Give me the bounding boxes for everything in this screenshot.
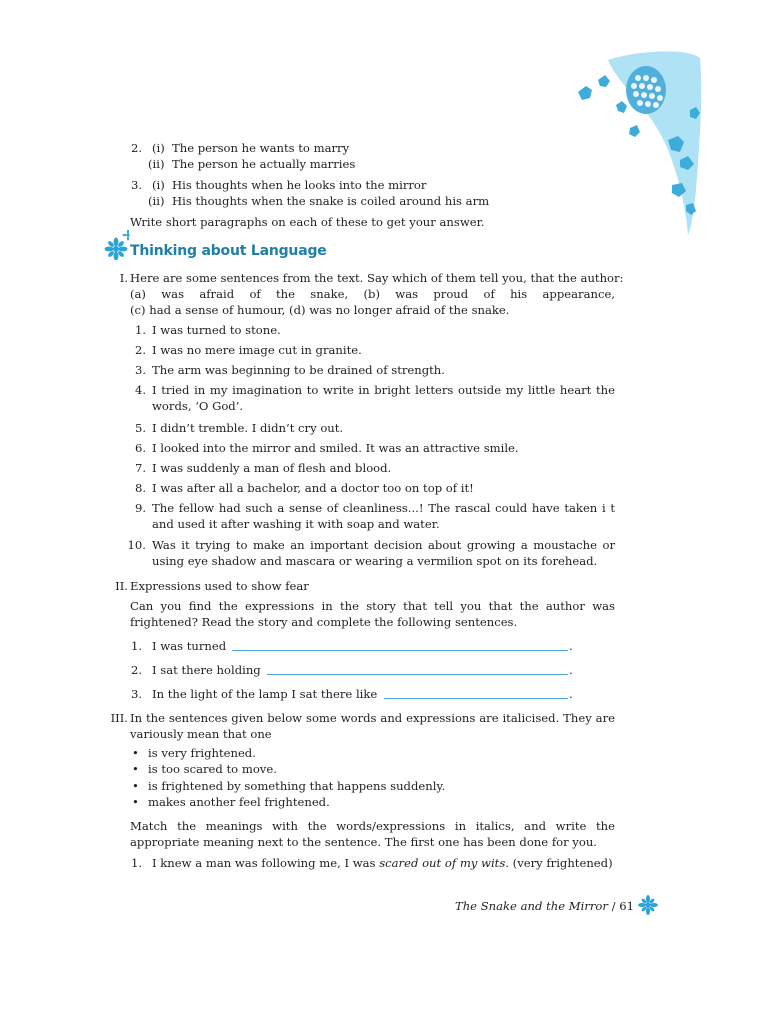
sub-text: The person he actually marries bbox=[172, 157, 356, 171]
bullet-icon: • bbox=[132, 779, 139, 793]
part-label: III. bbox=[110, 711, 128, 725]
footer-separator: / bbox=[607, 899, 620, 913]
sub-label: (i) bbox=[152, 141, 165, 155]
item-number: 3. bbox=[130, 687, 142, 701]
bullet-icon: • bbox=[132, 762, 139, 776]
instruction-text: Write short paragraphs on each of these to get your answer. bbox=[130, 215, 485, 229]
page-footer bbox=[455, 898, 634, 915]
part-intro: Can you find the expressions in the story that tell you that the author was bbox=[130, 599, 615, 613]
item-number: 7. bbox=[134, 461, 146, 475]
item-number: 8. bbox=[134, 481, 146, 495]
item-number: 9. bbox=[134, 501, 146, 515]
answer-blank[interactable] bbox=[384, 698, 568, 699]
sentence-text: using eye shadow and mascara or wearing a vermilion spot on its forehead. bbox=[152, 554, 598, 568]
sentence-end: . bbox=[569, 663, 573, 677]
section-heading: Thinking about Language bbox=[130, 243, 327, 259]
item-number: 1. bbox=[130, 856, 142, 870]
part-label: II. bbox=[115, 579, 128, 593]
bullet-text: is very frightened. bbox=[148, 746, 256, 760]
bullet-text: makes another feel frightened. bbox=[148, 795, 330, 809]
footer-flower-icon bbox=[638, 893, 658, 915]
sentence-stem: I sat there holding bbox=[152, 663, 261, 677]
part-intro: frightened? Read the story and complete the following sentences. bbox=[130, 615, 518, 629]
item-number: 2. bbox=[130, 663, 142, 677]
bullet-icon: • bbox=[132, 746, 139, 760]
sentence-text: Was it trying to make an important decision about growing a moustache or bbox=[152, 538, 615, 552]
sentence-text: words, ‘O God’. bbox=[152, 399, 244, 413]
sentence-text: I was after all a bachelor, and a doctor too on top of it! bbox=[152, 481, 474, 495]
bullet-text: is frightened by something that happens suddenly. bbox=[148, 779, 446, 793]
sentence-text: I was suddenly a man of flesh and blood. bbox=[152, 461, 392, 475]
item-number: 6. bbox=[134, 441, 146, 455]
bullet-text: is too scared to move. bbox=[148, 762, 277, 776]
part-label: I. bbox=[119, 271, 128, 285]
answer-blank[interactable] bbox=[232, 650, 568, 651]
item-number: 5. bbox=[134, 421, 146, 435]
sentence-text: The fellow had such a sense of cleanliness...! The rascal could have taken i t bbox=[152, 501, 615, 515]
example-post: (very frightened) bbox=[508, 856, 613, 870]
sentence-text: I tried in my imagination to write in bright letters outside my little heart the bbox=[152, 383, 615, 397]
item-number: 1. bbox=[130, 639, 142, 653]
match-instruction: appropriate meaning next to the sentence. The first one has been done for you. bbox=[130, 835, 597, 849]
item-number: 3. bbox=[134, 363, 146, 377]
sentence-end: . bbox=[569, 687, 573, 701]
flower-icon bbox=[104, 230, 130, 260]
example-italic: scared out of my wits. bbox=[379, 856, 509, 870]
part-title: Expressions used to show fear bbox=[130, 579, 309, 593]
match-instruction: Match the meanings with the words/expressions in italics, and write the bbox=[130, 819, 615, 833]
item-number: 3. bbox=[130, 178, 142, 192]
part-intro: variously mean that one bbox=[130, 727, 272, 741]
sentence-text: I was no mere image cut in granite. bbox=[152, 343, 362, 357]
sub-text: The person he wants to marry bbox=[172, 141, 350, 155]
item-number: 4. bbox=[134, 383, 146, 397]
sentence-stem: In the light of the lamp I sat there like bbox=[152, 687, 378, 701]
sub-label: (ii) bbox=[148, 194, 165, 208]
sub-label: (ii) bbox=[148, 157, 165, 171]
sub-text: His thoughts when he looks into the mirror bbox=[172, 178, 427, 192]
bullet-icon: • bbox=[132, 795, 139, 809]
sentence-text: I was turned to stone. bbox=[152, 323, 281, 337]
sub-label: (i) bbox=[152, 178, 165, 192]
example-sentence bbox=[152, 855, 613, 872]
answer-blank[interactable] bbox=[267, 674, 568, 675]
item-number: 10. bbox=[127, 538, 146, 552]
part-intro: (c) had a sense of humour, (d) was no longer afraid of the snake. bbox=[130, 303, 510, 317]
corner-decoration bbox=[568, 50, 708, 240]
example-pre: I knew a man was following me, I was bbox=[152, 856, 380, 870]
sentence-stem: I was turned bbox=[152, 639, 227, 653]
page-number: 61 bbox=[619, 899, 634, 913]
sentence-text: I looked into the mirror and smiled. It was an attractive smile. bbox=[152, 441, 519, 455]
item-number: 1. bbox=[134, 323, 146, 337]
sentence-text: The arm was beginning to be drained of strength. bbox=[152, 363, 445, 377]
footer-title: The Snake and the Mirror bbox=[454, 899, 608, 913]
sentence-text: I didn’t tremble. I didn’t cry out. bbox=[152, 421, 344, 435]
sub-text: His thoughts when the snake is coiled around his arm bbox=[172, 194, 490, 208]
item-number: 2. bbox=[130, 141, 142, 155]
item-number: 2. bbox=[134, 343, 146, 357]
part-intro: In the sentences given below some words and expressions are italicised. They are bbox=[130, 711, 615, 725]
part-intro: (a) was afraid of the snake, (b) was proud of his appearance, bbox=[130, 287, 615, 301]
sentence-end: . bbox=[569, 639, 573, 653]
sentence-text: and used it after washing it with soap and water. bbox=[152, 517, 440, 531]
part-intro: Here are some sentences from the text. Say which of them tell you, that the author: bbox=[130, 271, 624, 285]
